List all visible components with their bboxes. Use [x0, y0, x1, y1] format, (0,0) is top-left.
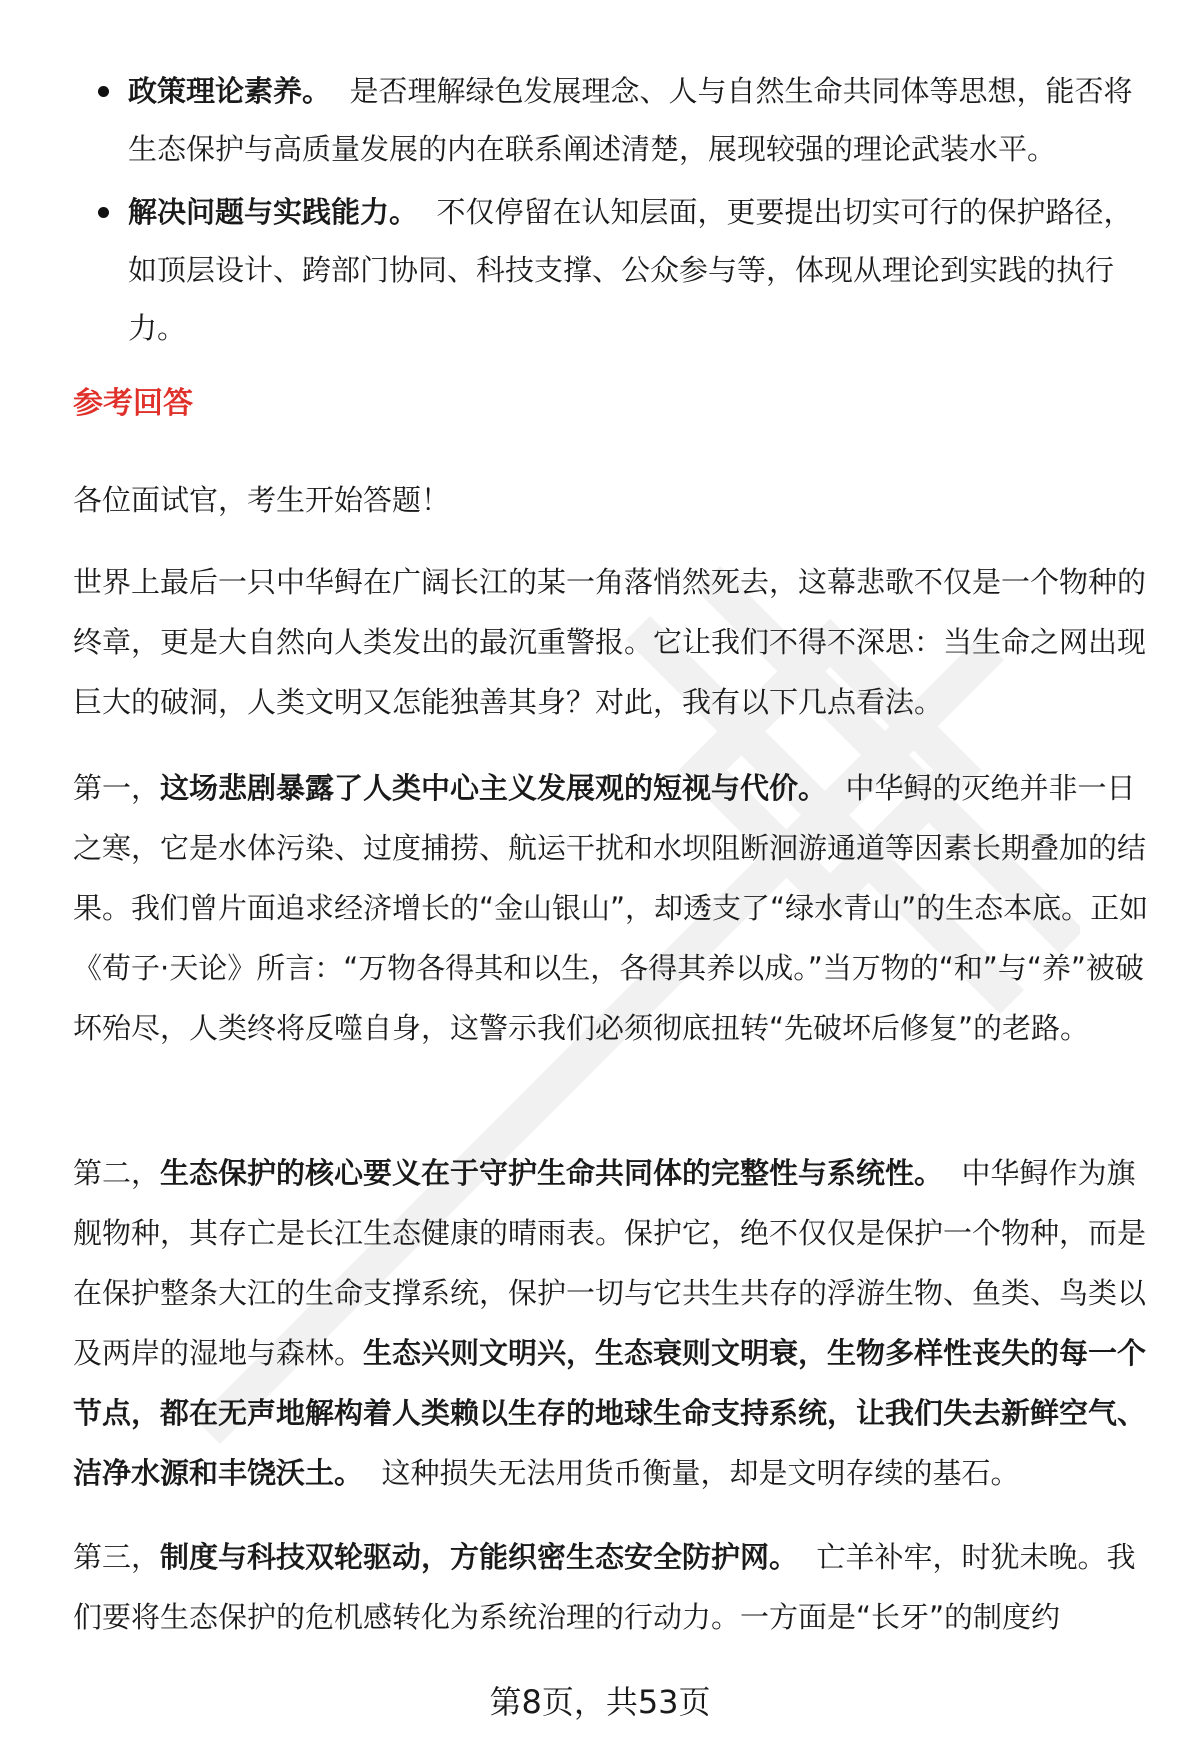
- bullet-title: 政策理论素养。: [128, 74, 332, 108]
- point-body: 亡羊补牢，时犹未晚。我们要将生态保护的危机感转化为系统治理的行动力。一方面是“长牙”的制度约: [73, 1540, 1136, 1634]
- point-body: 中华鲟的灭绝并非一日之寒，它是水体污染、过度捕捞、航运干扰和水坝阻断洄游通道等因素长期叠加的结果。我们曾片面追求经济增长的“金山银山”，却透支了“绿水青山”的生态本底。正如《荀子·天论》所言：“万物各得其和以生，各得其养以成。”当万物的“和”与“养”被破坏殆尽，人类终将反噬自身，这警示我们必须彻底扭转“先破坏后修复”的老路。: [73, 771, 1149, 1045]
- point-prefix: 第二，: [73, 1156, 161, 1190]
- point-thesis: 生态保护的核心要义在于守护生命共同体的完整性与系统性。: [160, 1156, 944, 1190]
- greeting-paragraph: 各位面试官，考生开始答题！: [73, 483, 451, 517]
- point-prefix: 第一，: [73, 771, 161, 805]
- list-item: [98, 62, 1138, 178]
- point-one-paragraph: [73, 758, 1153, 1058]
- point-three-paragraph: [73, 1527, 1153, 1647]
- intro-paragraph: 世界上最后一只中华鲟在广阔长江的某一角落悄然死去，这幕悲歌不仅是一个物种的终章，更是大自然向人类发出的最沉重警报。它让我们不得不深思：当生命之网出现巨大的破洞，人类文明又怎能独善其身？对此，我有以下几点看法。: [73, 565, 1147, 719]
- point-prefix: 第三，: [73, 1540, 161, 1574]
- evaluation-criteria-list: [98, 62, 1138, 362]
- point-two-paragraph: [73, 1143, 1153, 1503]
- point-body: 中华鲟作为旗舰物种，其存亡是长江生态健康的晴雨表。保护它，绝不仅仅是保护一个物种，而是在保护整条大江的生命支撑系统，保护一切与它共生共存的浮游生物、鱼类、鸟类以及两岸的湿地与森林。: [73, 1156, 1147, 1370]
- bullet-title: 解决问题与实践能力。: [128, 195, 419, 229]
- point-thesis: 这场悲剧暴露了人类中心主义发展观的短视与代价。: [160, 771, 828, 805]
- point-body-end: 这种损失无法用货币衡量，却是文明存续的基石。: [381, 1456, 1020, 1490]
- bullet-icon: [98, 207, 109, 218]
- list-item: [98, 183, 1138, 357]
- point-emphasis: 生态兴则文明兴，生态衰则文明衰，生物多样性丧失的每一个节点，都在无声地解构着人类赖以生存的地球生命支持系统，让我们失去新鲜空气、洁净水源和丰饶沃土。: [73, 1336, 1147, 1490]
- bullet-icon: [98, 86, 109, 97]
- page-number: 第8页，共53页: [489, 1683, 711, 1721]
- point-thesis: 制度与科技双轮驱动，方能织密生态安全防护网。: [160, 1540, 799, 1574]
- bullet-text: 不仅停留在认知层面，更要提出切实可行的保护路径，如顶层设计、跨部门协同、科技支撑、公众参与等，体现从理论到实践的执行力。: [128, 195, 1133, 345]
- section-heading: 参考回答: [73, 386, 193, 421]
- bullet-text: 是否理解绿色发展理念、人与自然生命共同体等思想，能否将生态保护与高质量发展的内在联系阐述清楚，展现较强的理论武装水平。: [128, 74, 1133, 166]
